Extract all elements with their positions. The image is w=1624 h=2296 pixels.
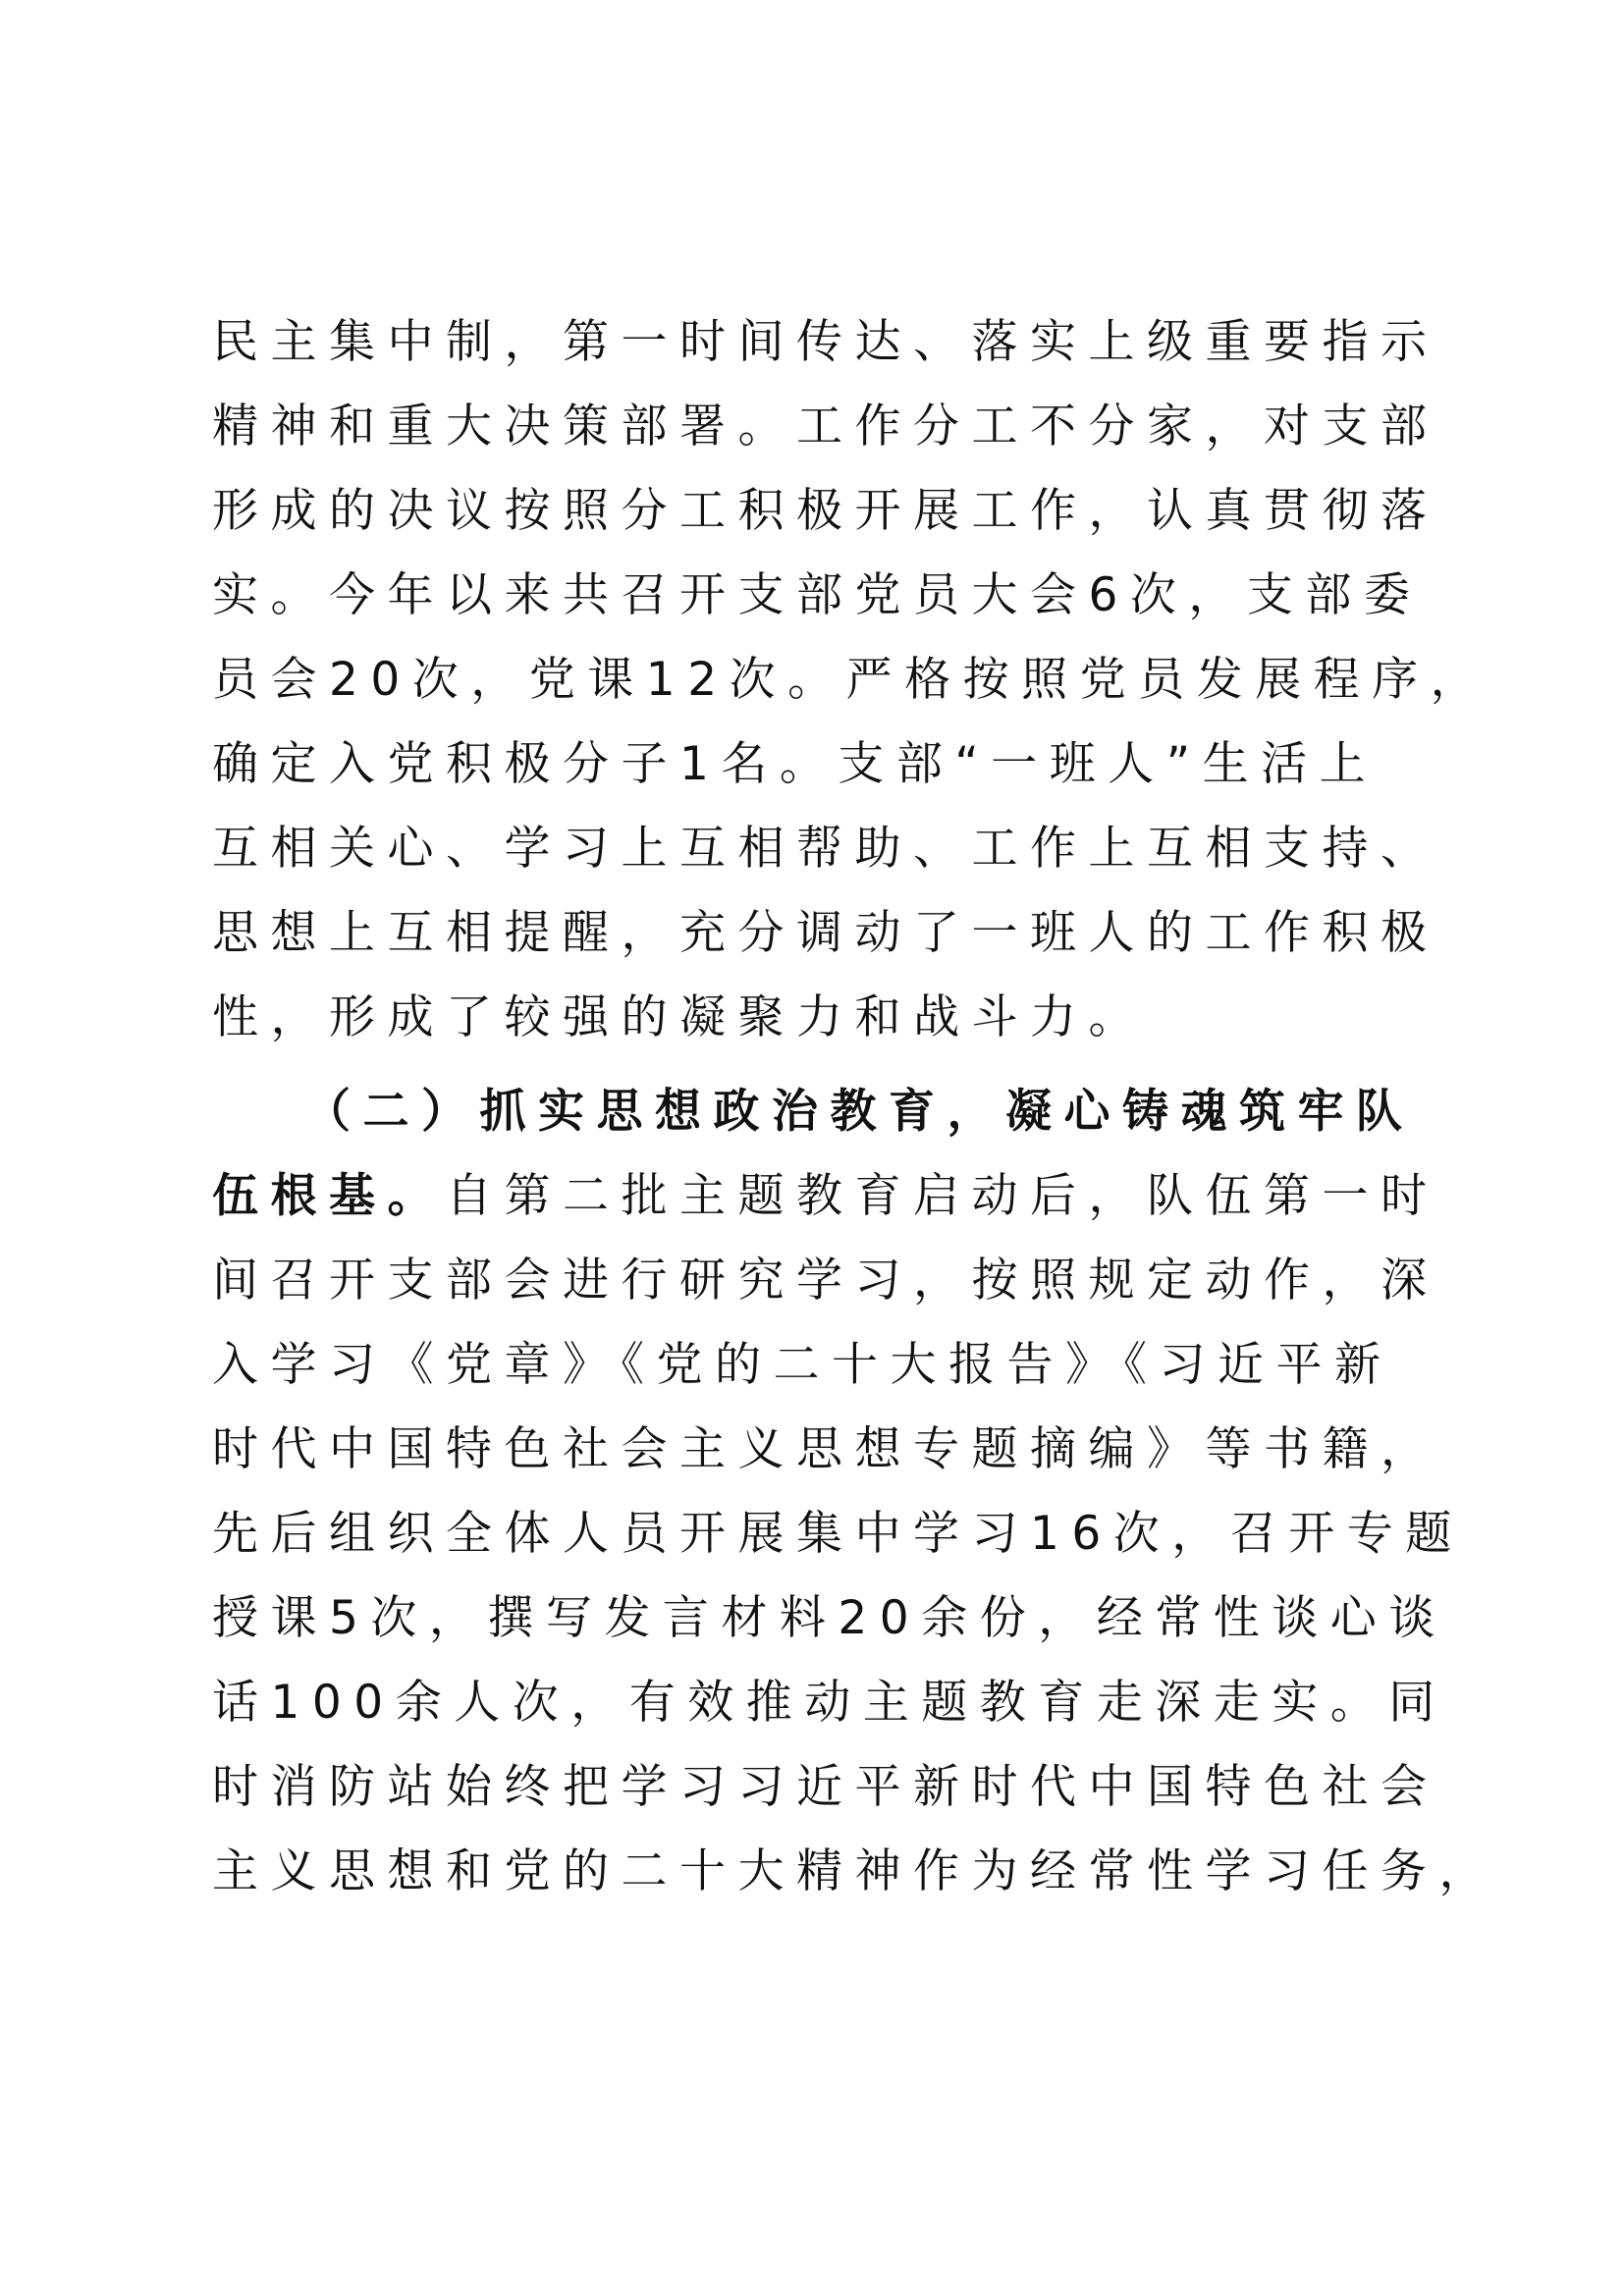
- text-line: 互相关心、学习上互相帮助、工作上互相支持、: [212, 822, 1439, 876]
- text-line: 入学习《党章》《党的二十大报告》《习近平新: [212, 1338, 1393, 1392]
- section-heading: （二）抓实思想政治教育，凝心铸魂筑牢队: [304, 1085, 1415, 1139]
- text-line: 民主集中制，第一时间传达、落实上级重要指示: [212, 315, 1439, 369]
- text-line: 思想上互相提醒，充分调动了一班人的工作积极: [212, 906, 1439, 960]
- text-line: 授课5次，撰写发言材料20余份，经常性谈心谈: [212, 1591, 1447, 1645]
- text-line: 时代中国特色社会主义思想专题摘编》等书籍，: [212, 1422, 1439, 1476]
- text-line: 间召开支部会进行研究学习，按照规定动作，深: [212, 1254, 1439, 1308]
- text-line: 先后组织全体人员开展集中学习16次，召开专题: [212, 1507, 1464, 1561]
- text-line: 形成的决议按照分工积极开展工作，认真贯彻落: [212, 484, 1439, 538]
- section-heading-end: 伍根基。: [212, 1169, 446, 1223]
- text-line: 时消防站始终把学习习近平新时代中国特色社会: [212, 1760, 1439, 1814]
- text-segment: 自第二批主题教育启动后，队伍第一时: [446, 1169, 1439, 1223]
- text-line: 话100余人次，有效推动主题教育走深走实。同: [212, 1676, 1447, 1730]
- paragraph-2: [212, 1070, 1497, 1914]
- text-line: 实。今年以来共召开支部党员大会6次，支部委: [212, 568, 1423, 622]
- text-line: 性，形成了较强的凝聚力和战斗力。: [212, 990, 1147, 1044]
- text-line: 员会20次，党课12次。严格按照党员发展程序，: [212, 653, 1489, 707]
- text-line: 精神和重大决策部署。工作分工不分家，对支部: [212, 400, 1439, 454]
- text-line: [212, 1154, 1439, 1239]
- text-line: 主义思想和党的二十大精神作为经常性学习任务，: [212, 1844, 1497, 1898]
- text-line: 确定入党积极分子1名。支部“一班人”生活上: [212, 737, 1379, 791]
- paragraph-1: [212, 300, 1489, 1060]
